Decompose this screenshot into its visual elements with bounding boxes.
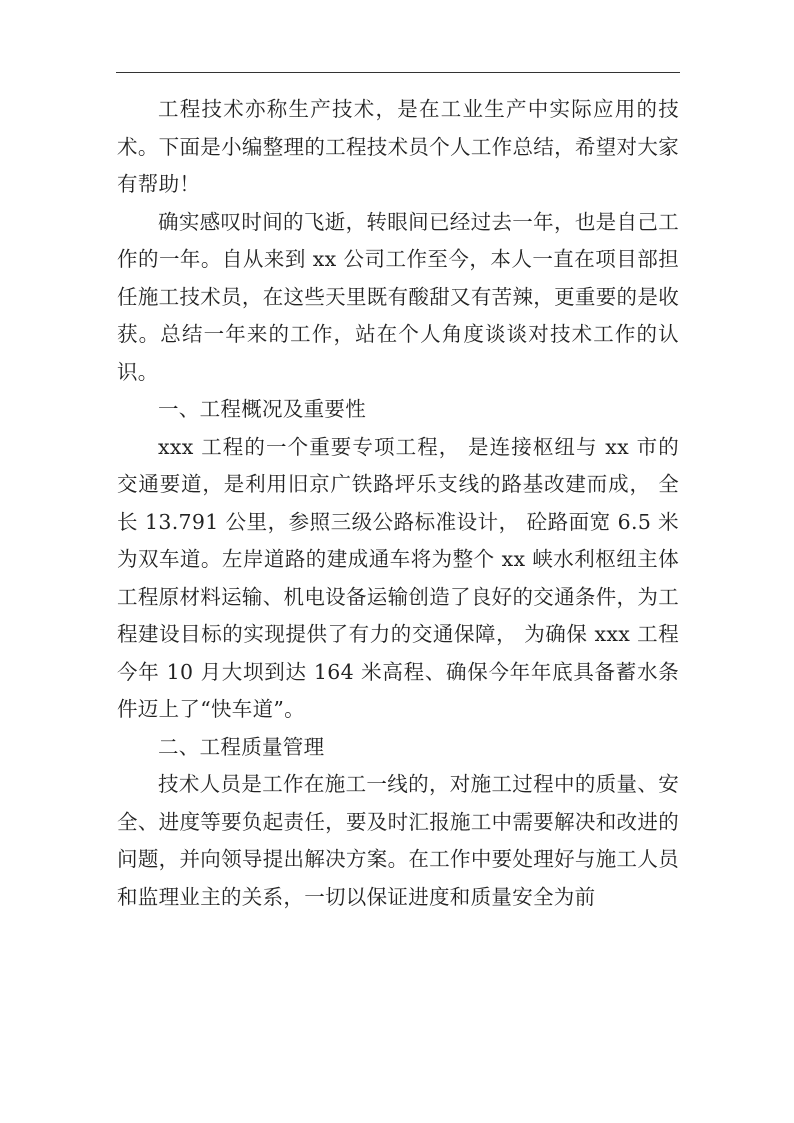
overview-paragraph: xxx 工程的一个重要专项工程， 是连接枢纽与 xx 市的交通要道，是利用旧京广铁路坪乐支线的路基改建而成， 全长 13.791 公里，参照三级公路标准设计， 砼路面宽 6.5 米为双车道。左岸道路的建成通车将为整个 xx 峡水利枢纽主体工程原材料运输、机电设备运输创造了良好的交通条件，为工程建设目标的实现提供了有力的交通保障， 为确保 xxx 工程今年 10 月大坝到达 164 米高程、确保今年年底具备蓄水条件迈上了“快车道”。 [117, 434, 679, 721]
summary-paragraph: 确实感叹时间的飞逝，转眼间已经过去一年，也是自己工作的一年。自从来到 xx 公司工作至今，本人一直在项目部担任施工技术员，在这些天里既有酸甜又有苦辣，更重要的是收获。总结一年来的工作，站在个人角度谈谈对技术工作的认识。 [117, 209, 679, 384]
document-body [117, 91, 679, 916]
intro-paragraph: 工程技术亦称生产技术，是在工业生产中实际应用的技术。下面是小编整理的工程技术员个人工作总结，希望对大家有帮助！ [117, 97, 679, 196]
section-heading-overview: 一、工程概况及重要性 [158, 397, 366, 421]
header-rule [116, 72, 680, 73]
quality-paragraph: 技术人员是工作在施工一线的，对施工过程中的质量、安全、进度等要负起责任，要及时汇报施工中需要解决和改进的问题，并向领导提出解决方案。在工作中要处理好与施工人员和监理业主的关系，一切以保证进度和质量安全为前 [117, 772, 679, 909]
section-heading-quality: 二、工程质量管理 [158, 734, 325, 759]
